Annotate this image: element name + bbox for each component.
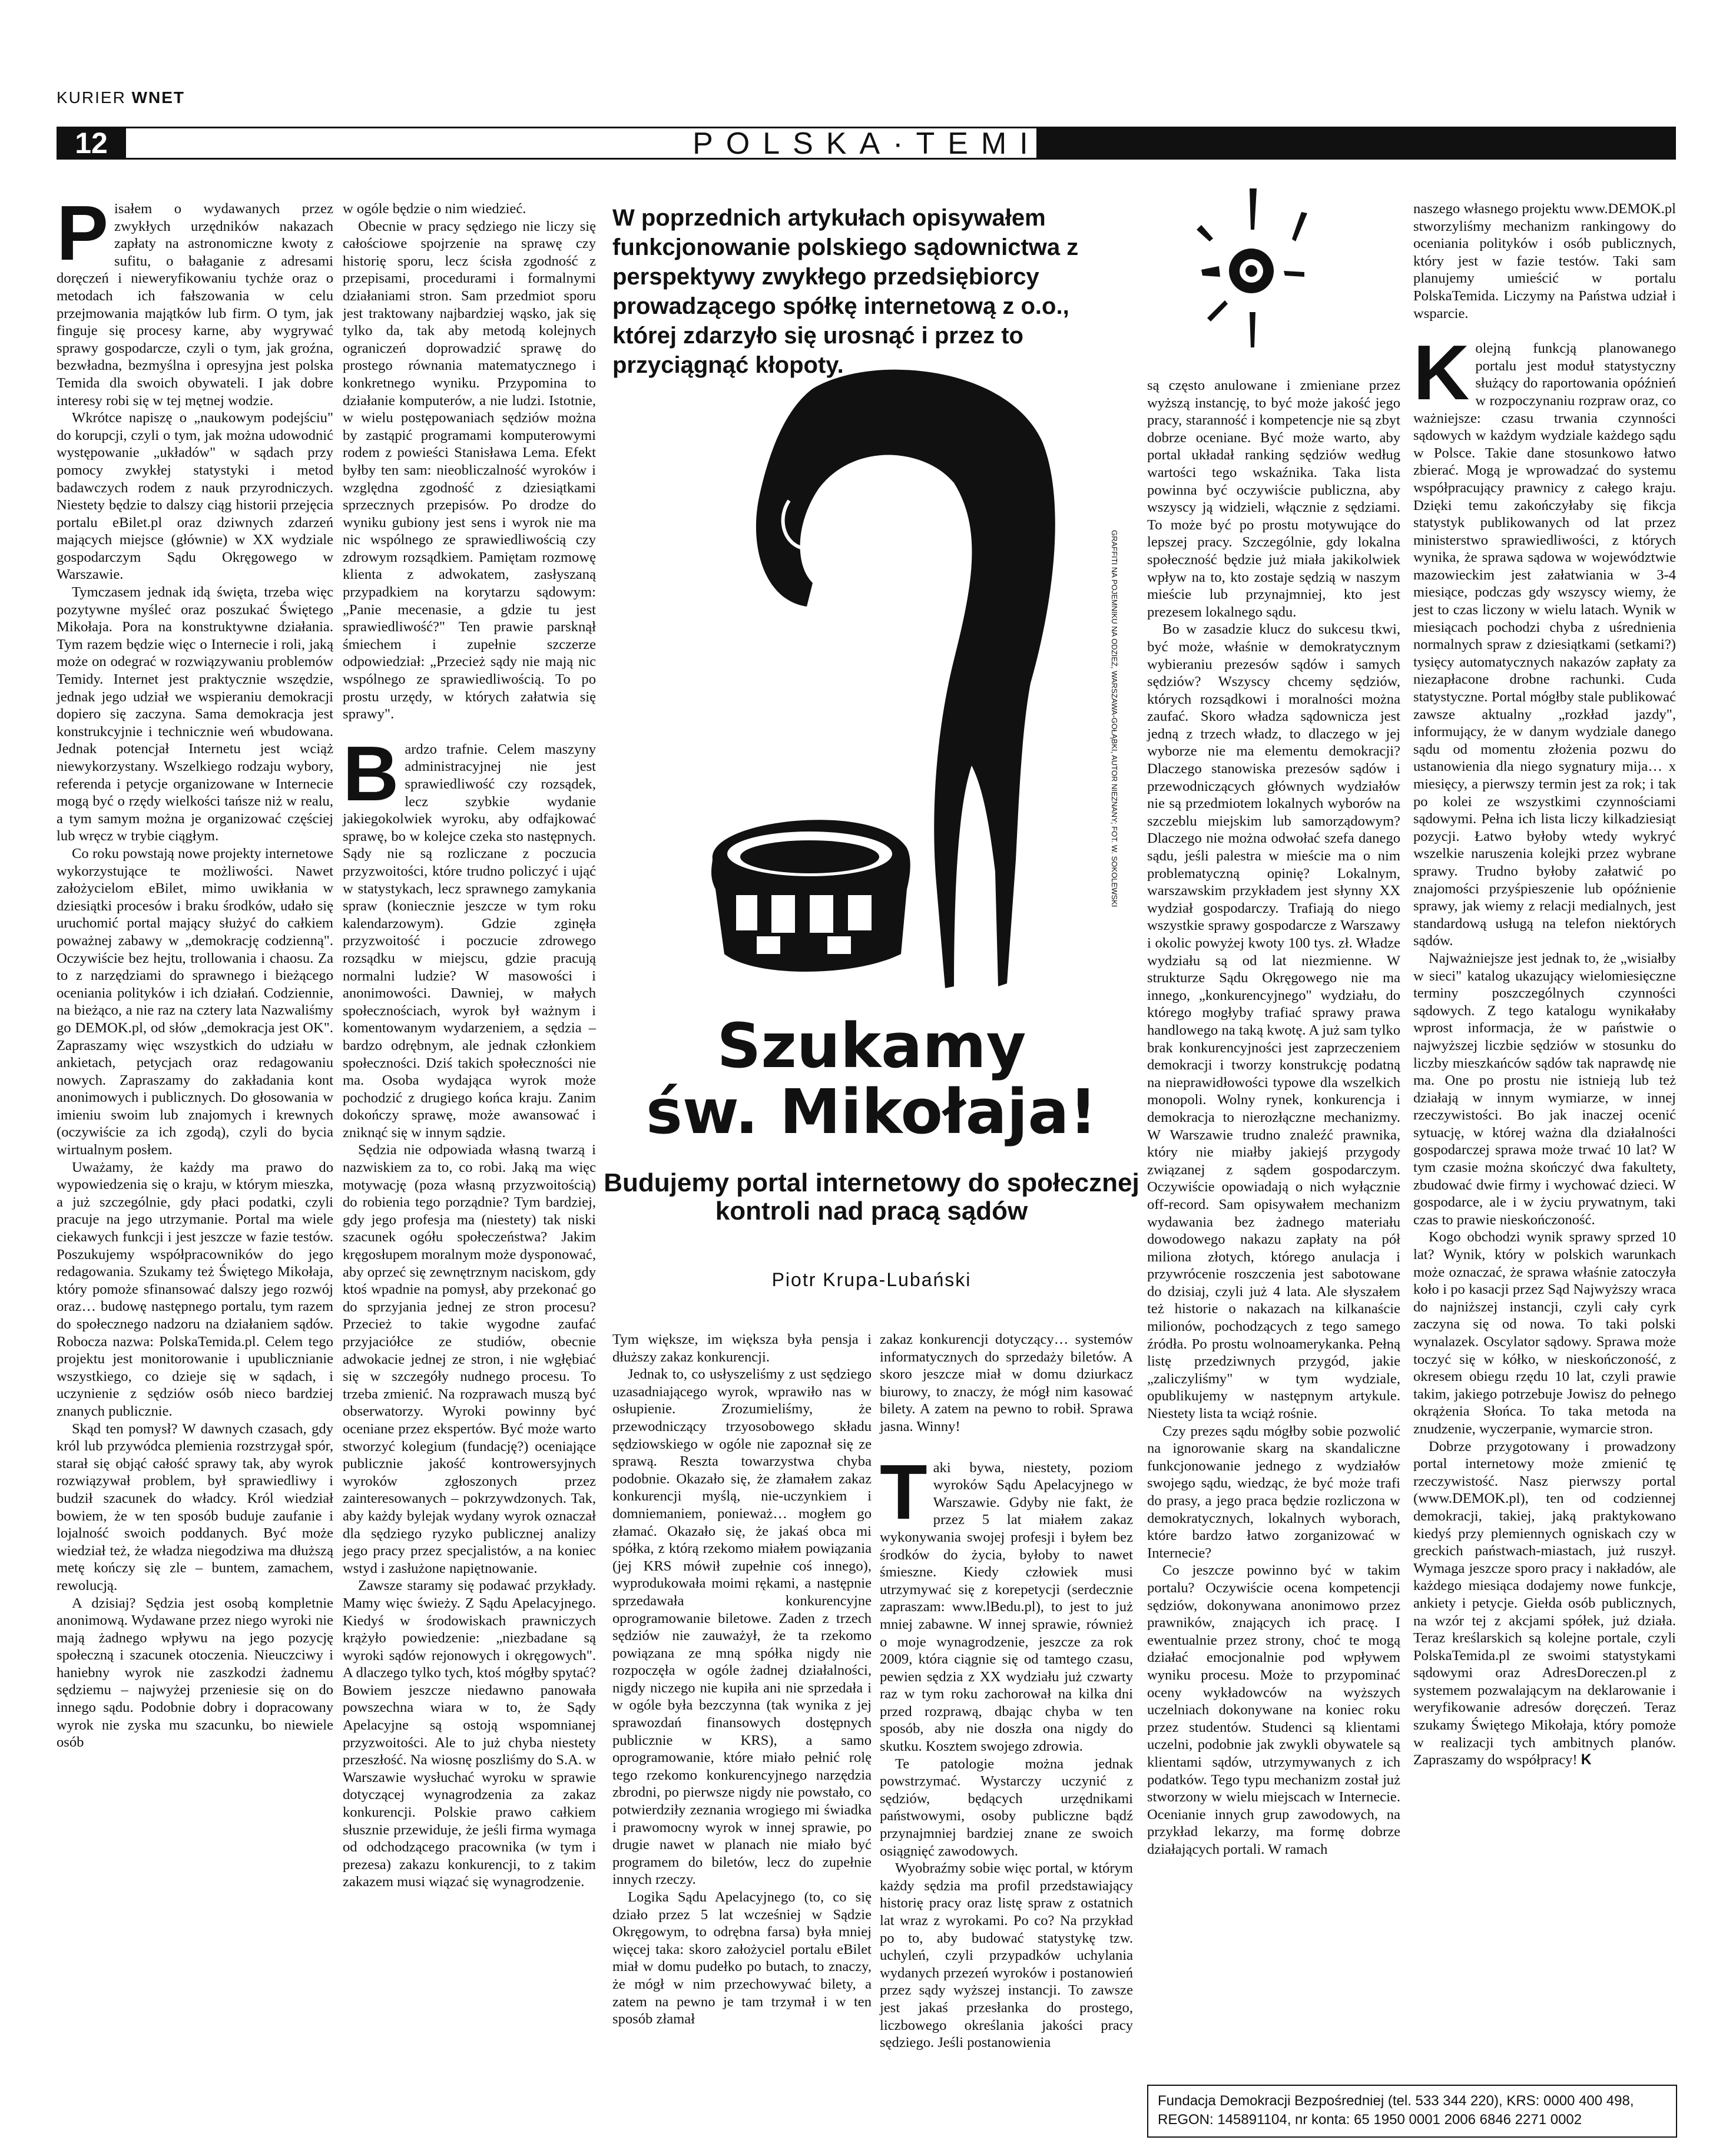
headline-line-1: Szukamy [717,1010,1026,1082]
paragraph: zakaz konkurencji dotyczący… systemów informatycznych do sprzedaży biletów. A skoro jeszcze miał w domu dziurkacz biurowy, to znaczy, że mógł nim kasować bilety. A zatem na pewno to robił. Sprawa jasna. Winny! [880,1331,1133,1435]
headline-line-2: św. Mikołaja! [645,1076,1098,1148]
paragraph: Skąd ten pomysł? W dawnych czasach, gdy król lub przywódca plemienia rozstrzygał spór, starał się objąć całość sprawy tak, aby wyrok rozwiązywał problem, był sprawiedliwy i budził szacunek do władcy. Król wiedział bowiem, że w ten sposób buduje zaufanie i lojalność swoich poddanych. Być może wiedział też, że władza niegodziwa ma dłuższą metę kończy się zle – buntem, zamachem, rewolucją. [57,1420,333,1594]
article-column-4 [880,1331,1133,2052]
paragraph: Najważniejsze jest jednak to, że „wisiałby w sieci" katalog ukazujący wielomiesięczne terminy poszczególnych czynności sądowych. Z tego katalogu wynikałaby wprost informacja, że w państwie o najwyższej liczbie sędziów w stosunku do liczby mieszkańców sądów tak naprawdę nie ma. One po prostu nie istnieją lub też działają w innym wymiarze, w innej rzeczywistości. Bo jak inaczej ocenić sytuację, w której ważna dla działalności gospodarczej sprawa może trwać 10 lat? W tym czasie można skończyć dwa fakultety, zbudować dwie firmy i wychować dzieci. W gospodarce, ale i w życiu prywatnym, taki czas to prawie nieskończoność. [1413,950,1676,1228]
article-column-6 [1413,200,1676,1769]
paragraph: Kogo obchodzi wynik sprawy sprzed 10 lat? Wynik, który w polskich warunkach może oznaczać, że sprawa właśnie zatoczyła koło i po kasacji przez Sąd Najwyższy wraca do najniższej instancji, czyli cały cyrk zaczyna się od nowa. To taki polski wynalazek. Oscylator sądowy. Sprawa może toczyć się w kółko, w nieskończoność, z okresem obiegu rzędu 10 lat, czyli prawie takim, jakiego potrzebuje Jowisz do pełnego okrążenia Słońca. To taka metoda na znudzenie, wyczerpanie, wymarcie stron. [1413,1229,1676,1437]
paragraph: Co jeszcze powinno być w takim portalu? Oczywiście ocena kompetencji sędziów, dokonywana anonimowo przez prawników, znających ich pracę. I ewentualnie przez strony, choć te mogą działać emocjonalnie pod wpływem wyniku procesu. Może to przypominać oceny wykładowców na wyższych uczelniach dokonywane na koniec roku przez studentów. Studenci są klientami uczelni, podobnie jak zwykli obywatele są klientami sądów, utrzymywanych z ich podatków. Tego typu mechanizm został już stworzony w wielu miejscach w Internecie. Ocenianie innych grup zawodowych, na przykład lekarzy, ma formę dobrze działających portali. W ramach [1147,1562,1400,1857]
paragraph: Uważamy, że każdy ma prawo do wypowiedzenia się o kraju, w którym mieszka, a już szczególnie, gdy płaci podatki, czyli pracuje na jego utrzymanie. Portal ma wiele ciekawych funkcji i jest jeszcze w fazie testów. Poszukujemy współpracowników do jego redagowania. Szukamy też Świętego Mikołaja, który pomoże sfinansować dalszy jego rozwój oraz… budowę następnego portalu, tym razem do społecznego nadzoru na działaniem sądów. Robocza nazwa: PolskaTemida.pl. Celem tego projektu jest monitorowanie i upublicznianie wszystkiego, co dzieje się w sądach, i uczynienie z sędziów osób nieco bardziej znanych publicznie. [57,1159,333,1419]
paragraph: Pisałem o wydawanych przez zwykłych urzędników nakazach zapłaty na astronomiczne kwoty z sufitu, o bałaganie z adresami doręczeń i nieweryfikowaniu tychże oraz o metodach ich fałszowania w celu przejmowania majątków lub firm. O tym, jak finguje się procesy karne, aby wygrywać sprawy gospodarcze, czyli o tym, jak groźna, bezwładna, bezmyślna i opresyjna jest polska Temida dla swoich obywateli. I jak dobre interesy robi się w tej mętnej wodzie. [57,190,333,409]
paragraph: Co roku powstają nowe projekty internetowe wykorzystujące te możliwości. Nawet założycielom eBilet, mimo uwikłania w dziesiątki procesów i braku środków, udało się uruchomić portal mający służyć do całkiem poważnej zabawy w „demokrację codzienną". Oczywiście bez hejtu, trollowania i chaosu. Za to z narzędziami do sprawnego i bieżącego oceniania polityków i ich działań. Codziennie, na bieżąco, a nie raz na cztery lata Nazwaliśmy go DEMOK.pl, od słów „demokracja jest OK". Zapraszamy więc wszystkich do udziału w ankietach, petycjach oraz redagowaniu nowych. Zapraszamy do zakładania kont anonimowych i publicznych. Do głosowania w imieniu swoim lub znajomych i krewnych (oczywiście za ich zgodą), czyli do bycia wirtualnym posłem. [57,845,333,1158]
foundation-info-box: Fundacja Demokracji Bezpośredniej (tel. 533 344 220), KRS: 0000 400 498, REGON: 145891104, nr konta: 65 1950 0001 2006 6846 2271 0002 [1147,2085,1677,2138]
paragraph: Tymczasem jednak idą święta, trzeba więc pozytywne myśleć oraz poszukać Świętego Mikołaja. Pora na konstruktywne działania. Tym razem będzie więc o Internecie i roli, jaką może on odegrać w rozwiązywaniu problemów Temidy. Internet jest praktycznie wszędzie, jednak jego udział we wspieraniu demokracji dopiero się zaczyna. Sama demokracja jest konstrukcyjnie i technicznie weń wbudowana. Jednak potencjał Internetu jest wciąż niewykorzystany. Wszelkiego rodzaju wybory, referenda i petycje organizowane w Internecie mogą być o rzędy wielkości tańsze niż w realu, a tym samym można je organizować częściej lub wręcz w trybie ciągłym. [57,584,333,844]
paragraph: Bo w zasadzie klucz do sukcesu tkwi, być może, właśnie w demokratycznym wybieraniu prezesów sądów i samych sędziów? Wszyscy chcemy sędziów, których rozsądkowi i moralności można zaufać. Skoro władza sądownicza jest jedną z trzech władz, to dlaczego w jej wyborze nie ma elementu demokracji? Dlaczego stanowiska prezesów sądów i przewodniczących głównych wydziałów nie są przedmiotem lokalnych wyborów na szczeblu miejskim lub samorządowym? Dlaczego nie można odwołać szefa danego sądu, jeśli palestra w mieście ma o nim problematyczną opinię? Lokalnym, warszawskim przykładem jest słynny XX wydział gospodarczy. Trafiają do niego wszystkie sprawy gospodarcze z Warszawy i okolic powyżej kwoty 100 tys. zł. Władze wydziału są od lat niezmienne. W strukturze Sądu Okręgowego nie ma innego, „konkurencyjnego" wydziału, do którego mogłyby trafiać sprawy prawa handlowego na taką kwotę. A już sam tylko brak konkurencyjności jest zaprzeczeniem demokracji i tworzy konstrukcję podatną na nieprawidłowości typowe dla wszelkich monopoli. Wolny rynek, konkurencja i demokracja to nierozłączne mechanizmy. W Warszawie trudno znaleźć prawnika, który nie miałby jakiejś przygody związanej z sądem gospodarczym. Oczywiście opowiadają o nich wyłącznie off-record. Sam opisywałem mechanizm wydawania bez żadnego materiału dowodowego nakazu zapłaty na pół miliona złotych, którego anulacja i przywrócenie roszczenia jest sabotowane do dzisiaj, czyli już 4 lata. Ale słyszałem też historie o nakazach na kilkanaście milionów, pochodzących z tego samego źródła. Po prostu wolnoamerykanka. Pełną listę przedziwnych przygód, jakie „zaliczyliśmy" w tym wydziale, opublikujemy w następnym artykule. Niestety lista ta wciąż rośnie. [1147,621,1400,1422]
paragraph: Obecnie w pracy sędziego nie liczy się całościowe spojrzenie na sprawę czy historię sporu, lecz ścisła zgodność z przepisami, procedurami i formalnymi działaniami stron. Sam przedmiot sporu jest traktowany najbardziej wąsko, jak się tylko da, tak aby metodą kolejnych ograniczeń doprowadzić sprawę do prostego równania matematycznego i konkretnego wyniku. Przypomina to działanie komputerów, a nie ludzi. Istotnie, w wielu postępowaniach sędziów można by zastąpić programami komputerowymi rodem z powieści Stanisława Lema. Efekt byłby ten sam: nieobliczalność wyroków i względna zgodność z dziesiątkami sprzecznych przepisów. Po drodze do wyniku gubiony jest sens i wyrok nie ma nic wspólnego ze sprawiedliwością czy zdrowym rozsądkiem. Pamiętam rozmowę klienta z adwokatem, zasłyszaną przypadkiem na korytarzu sądowym: „Panie mecenasie, a gdzie tu jest sprawiedliwość?" Ten prawie parsknął śmiechem i zupełnie szczerze odpowiedział: „Przecież sądy nie mają nic wspólnego ze sprawiedliwością. To po prostu urzędy, w których załatwia się sprawy". [343,218,596,723]
paragraph: Dobrze przygotowany i prowadzony portal internetowy może zmienić tę rzeczywistość. Nasz pierwszy portal (www.DEMOK.pl), ten od codziennej demokracji, takiej, jaką praktykowano kiedyś przy plemiennych ogniskach czy w greckich państwach-miastach, już ruszył. Wymaga jeszcze sporo pracy i nakładów, ale każdego miesiąca dodajemy nowe funkcje, ankiety i petycje. Giełda osób publicznych, na wzór tej z akcjami spółek, już działa. Teraz kreślarskich są kolejne portale, czyli PolskaTemida.pl ze swoimi statystykami sądowymi oraz AdresDoreczen.pl z systemem pozwalającym na deklarowanie i weryfikowanie adresów doręczeń. Teraz szukamy Świętego Mikołaja, który pomoże w realizacji tych ambitnych planów. Zapraszamy do współpracy! K [1413,1438,1676,1768]
article-lead: W poprzednich artykułach opisywałem funkcjonowanie polskiego sądownictwa z perspektywy zwykłego przedsiębiorcy prowadzącego spółkę internetową z o.o., której zdarzyło się urosnąć i przez to przyciągnąć kłopoty. [612,205,1079,378]
paragraph: Bardzo trafnie. Celem maszyny administracyjnej nie jest sprawiedliwość czy rozsądek, lecz szybkie wydanie jakiegokolwiek wyroku, aby odfajkować sprawę, bo w kolejce czeka sto następnych. Sądy nie są rozliczane z poczucia przyzwoitości, które trudno policzyć i ująć w statystykach, lecz sprawnego zamykania spraw (koniecznie jeszcze w tym roku kalendarzowym). Gdzie zginęła przyzwoitość i poczucie zdrowego rozsądku w miejscu, gdzie pracują normalni ludzie? W masowości i anonimowości. Dawniej, w małych społecznościach, wyrok był ważnym i komentowanym wydarzeniem, a sędzia – bardzo odrębnym, ale jednak członkiem społeczności. Dziś takich społeczności nie ma. Osoba wydająca wyrok może pochodzić z drugiego końca kraju. Zanim dokończy sprawę, może awansować i zniknąć się w innym sądzie. [343,730,596,1141]
drop-cap: K [1413,329,1470,416]
article-subheadline: Budujemy portal internetowy do społecznej kontroli nad pracą sądów [604,1168,1139,1225]
article-headline [589,1010,1154,1148]
sun-icon [1184,177,1319,353]
graffiti-figure-illustration [677,353,1101,1001]
drop-cap: B [343,730,399,817]
masthead-brand-bold: WNET [131,88,185,107]
paragraph: Wkrótce napiszę o „naukowym podejściu" do korupcji, czyli o tym, jak można udowodnić występowanie „układów" w sądach przy pomocy zwykłej statystyki i metod badawczych rodem z nauk przyrodniczych. Niestety będzie to dalszy ciąg historii przejęcia portalu eBilet.pl oraz dziwnych zdarzeń mających miejsce (głównie) w XX wydziale gospodarczym Sądu Okręgowego w Warszawie. [57,410,333,583]
article-column-5 [1147,377,1400,1858]
paragraph: Wyobraźmy sobie więc portal, w którym każdy sędzia ma profil przedstawiający historię pracy oraz listę spraw z ostatnich lat wraz z wyrokami. Po co? Na przykład po to, aby budować statystykę tzw. uchyleń, czyli przypadków uchylania wydanych przezeń wyroków i postanowień przez sądy wyższej instancji. To zawsze jest jakaś przesłanka do prostego, liczbowego określania jakości pracy sędziego. Jeśli postanowienia [880,1860,1133,2051]
page-number: 12 [57,127,126,160]
paragraph: A dzisiaj? Sędzia jest osobą kompletnie anonimową. Wydawane przez niego wyroki nie mają żadnego wpływu na jego pozycję społeczną i szacunek otoczenia. Nieuczciwy i haniebny wyrok nie zaszkodzi żadnemu sędziemu – najwyżej przeniesie się on do innego sądu. Podobnie dobry i dopracowany wyrok nie zyska mu szacunku, bo niewiele osób [57,1595,333,1751]
end-mark: K [1581,1752,1592,1768]
section-title: POLSKA·TEMIDA [693,127,1109,161]
paragraph: Taki bywa, niestety, poziom wyroków Sądu Apelacyjnego w Warszawie. Gdyby nie fakt, że przez 5 lat miałem zakaz wykonywania swojej profesji i byłem bez środków do życia, byłoby to nawet śmieszne. Kiedy człowiek musi utrzymywać się z korepetycji (serdecznie zapraszam: www.lBedu.pl), to jest to już mniej zabawne. W innej sprawie, również o moje wynagrodzenie, jeszcze za rok 2009, która ciągnie się od tamtego czasu, pewien sędzia z XX wydziału już czwarty raz w tym roku zachorował na kilka dni przed rozprawą, dbając chyba w ten sposób, aby nie doszła ona nigdy do skutku. Kosztem swojego zdrowia. [880,1448,1133,1755]
article-column-3 [612,1331,872,2028]
paragraph: Logika Sądu Apelacyjnego (to, co się działo przez 5 lat wcześniej w Sądzie Okręgowym, to odrębna farsa) była mniej więcej taka: skoro założyciel portalu eBilet miał w domu pudełko po butach, to znaczy, że mógł w nim przechowywać bilety, a zatem na pewno je tam trzymał i w ten sposób złamał [612,1889,872,2028]
paragraph: w ogóle będzie o nim wiedzieć. [343,201,526,217]
paragraph: są często anulowane i zmieniane przez wyższą instancję, to być może jakość jego pracy, staranność i kompetencje nie są zbyt dobrze oceniane. Być może warto, aby portal układał ranking sędziów według wartości tego wskaźnika. Taka lista powinna być oczywiście publiczna, aby wszyscy ją widzieli, włącznie z sędziami. To może być po prostu motywujące do lepszej pracy. Szczególnie, gdy lokalna społeczność będzie już miała jakikolwiek wpływ na to, kto zostaje sędzią w naszym mieście lub przynajmniej, kto jest prezesem lokalnego sądu. [1147,377,1400,620]
masthead-brand: KURIER [57,88,126,107]
paragraph: Jednak to, co usłyszeliśmy z ust sędziego uzasadniającego wyrok, wprawiło nas w osłupienie. Zrozumieliśmy, że przewodniczący trzyosobowego składu sędziowskiego w ogóle nie zapoznał się ze sprawą. Reszta towarzystwa chyba podobnie. Okazało się, że złamałem zakaz konkurencji myślą, nie-uczynkiem i domniemaniem, ponieważ… mogłem go złamać. Okazało się, że jakaś obca mi spółka, z którą rzekomo miałem powiązania (jej KRS mówił zupełnie coś innego), wyprodukowała moimi rękami, a następnie sprzedawała konkurencyjne oprogramowanie biletowe. Zaden z trzech sędziów nie zauważył, że ta rzekomo powiązana ze mną spółka nigdy nie rozpoczęła w ogóle żadnej działalności, nigdy niczego nie kupiła ani nie sprzedała i w ogóle była bezczynna (tak wynika z jej sprawozdań finansowych dostępnych publicznie w KRS), a samo oprogramowanie, które miało pełnić rolę tego rzekomo konkurencyjnego narzędzia zbrodni, po pierwsze nigdy nie powstało, co potwierdziły zeznania wrogiego mi świadka i prawomocny wyrok w innej sprawie, po drugie nawet w planach nie miało być programem do biletów, lecz do zupełnie innych rzeczy. [612,1366,872,1888]
paragraph: Sędzia nie odpowiada własną twarzą i nazwiskiem za to, co robi. Jaką ma więc motywację (poza własną przyzwoitością) do robienia tego porządnie? Tym bardziej, gdy jego profesja ma (niestety) tak niski szacunek ogółu społeczeństwa? Jakim kręgosłupem moralnym może dysponować, aby oprzeć się zewnętrznym naciskom, gdy ktoś wpadnie na pomysł, aby przekonać go do sprzyjania jednej ze stron procesu? Przecież to takie wygodne zaufać przyjaciółce ze studiów, obecnie adwokacie jednej ze stron, i nie wgłębiać się w szczegóły nudnego procesu. To trzeba zmienić. Na rozprawach muszą być obserwatorzy. Wyroki powinny być oceniane przez ekspertów. Być może warto stworzyć kolegium (fundację?) oceniające publicznie jakość kontrowersyjnych wyroków zgłoszonych przez zainteresowanych – pokrzywdzonych. Tak, aby każdy bylejak wydany wyrok oznaczał dla sędziego ryzyko publicznej analizy jego pracy przez specjalistów, a na koniec wstyd i zasłużone napiętnowanie. [343,1142,596,1576]
paragraph: naszego własnego projektu www.DEMOK.pl stworzyliśmy mechanizm rankingowy do oceniania polityków i osób publicznych, który jest w fazie testów. Taki sam planujemy umieścić w portalu PolskaTemida. Liczymy na Państwa udział i wsparcie. [1413,201,1676,322]
drop-cap: T [880,1448,927,1535]
paragraph: Zawsze staramy się podawać przykłady. Mamy więc świeży. Z Sądu Apelacyjnego. Kiedyś w środowiskach prawniczych krążyło powiedzenie: „niezbadane są wyroki sądów rejonowych i okręgowych". A dlaczego tylko tych, ktoś mógłby spytać? Bowiem jeszcze niedawno panowała powszechna wiara w to, że Sądy Apelacyjne są ostoją wspomnianej przyzwoitości. Ale to już chyba niestety przeszłość. Na wiosnę poszliśmy do S.A. w Warszawie wysłuchać wyroku w sprawie dotyczącej wynagrodzenia za zakaz konkurencji. Polskie prawo całkiem słusznie przewiduje, że jeśli firma wymaga od odchodzącego pracownika (w tym i prezesa) zakazu konkurencji, to z takim zakazem musi wiązać się wynagrodzenie. [343,1578,596,1890]
paragraph: Tym większe, im większa była pensja i dłuższy zakaz konkurencji. [612,1331,872,1365]
drop-cap: P [57,190,109,276]
paragraph: Czy prezes sądu mógłby sobie pozwolić na ignorowanie skarg na skandaliczne funkcjonowanie jednego z wydziałów swojego sądu, wiedząc, że być może trafi do prasy, a jego praca będzie rozliczona w demokratycznych, lokalnych wyborach, które bardzo łatwo zorganizować w Internecie? [1147,1423,1400,1561]
paragraph: Te patologie można jednak powstrzymać. Wystarczy uczynić z sędziów, będących urzędnikami państwowymi, osoby publiczne bądź przynajmniej bardziej znane ze swoich osiągnięć zawodowych. [880,1755,1133,1859]
article-column-1 [57,190,333,1751]
photo-credit: GRAFFITI NA POJEMNIKU NA ODZIEŻ, WARSZAWA-GOŁĄBKI, AUTOR NIEZNANY; FOT. W. SOKOLEWSKI [1110,530,1119,907]
article-column-2 [343,200,596,1891]
article-byline: Piotr Krupa-Lubański [771,1269,972,1290]
paragraph: Kolejną funkcją planowanego portalu jest moduł statystyczny służący do raportowania opóźnień w rozpoczynaniu rozpraw oraz, co ważniejsze: czasu trwania czynności sądowych w każdym wydziale każdego sądu w Polsce. Takie dane stosunkowo łatwo zbierać. Mogą je wprowadzać do systemu współpracujący prawnicy z całego kraju. Dzięki temu zakończyłaby się fikcja statystyk publikowanych od lat przez ministerstwo sprawiedliwości, z których wynika, że sprawa sądowa w województwie mazowieckim jest załatwiania w 3-4 miesiące, podczas gdy wszyscy wiemy, że jest to czas liczony w wielu latach. Wynik w miesiącach pochodzi chyba z uśrednienia normalnych spraw z dziesiątkami (setkami?) tysięcy automatycznych nakazów zapłaty za niezapłacone drobne rachunki. Cuda statystyczne. Portal mógłby stale publikować zawsze aktualny „rozkład jazdy", informujący, że w danym wydziale danego sądu od momentu złożenia pozwu do ustanowienia dla niego sygnatury mija… x miesięcy, a pierwszy termin jest za rok; i tak po kolei ze wszystkimi czynnościami sądowymi. Pełna ich lista liczy kilkadziesiąt pozycji. Łatwo byłoby wtedy wykryć wszelkie naruszenia kolejki przez wybrane sprawy. Trudno byłoby załatwić po znajomości przyśpieszenie lub opóźnienie sprawy, jak wiemy z relacji medialnych, jest standardową usługą na telefon niektórych sądów. [1413,329,1676,949]
masthead [57,88,185,107]
